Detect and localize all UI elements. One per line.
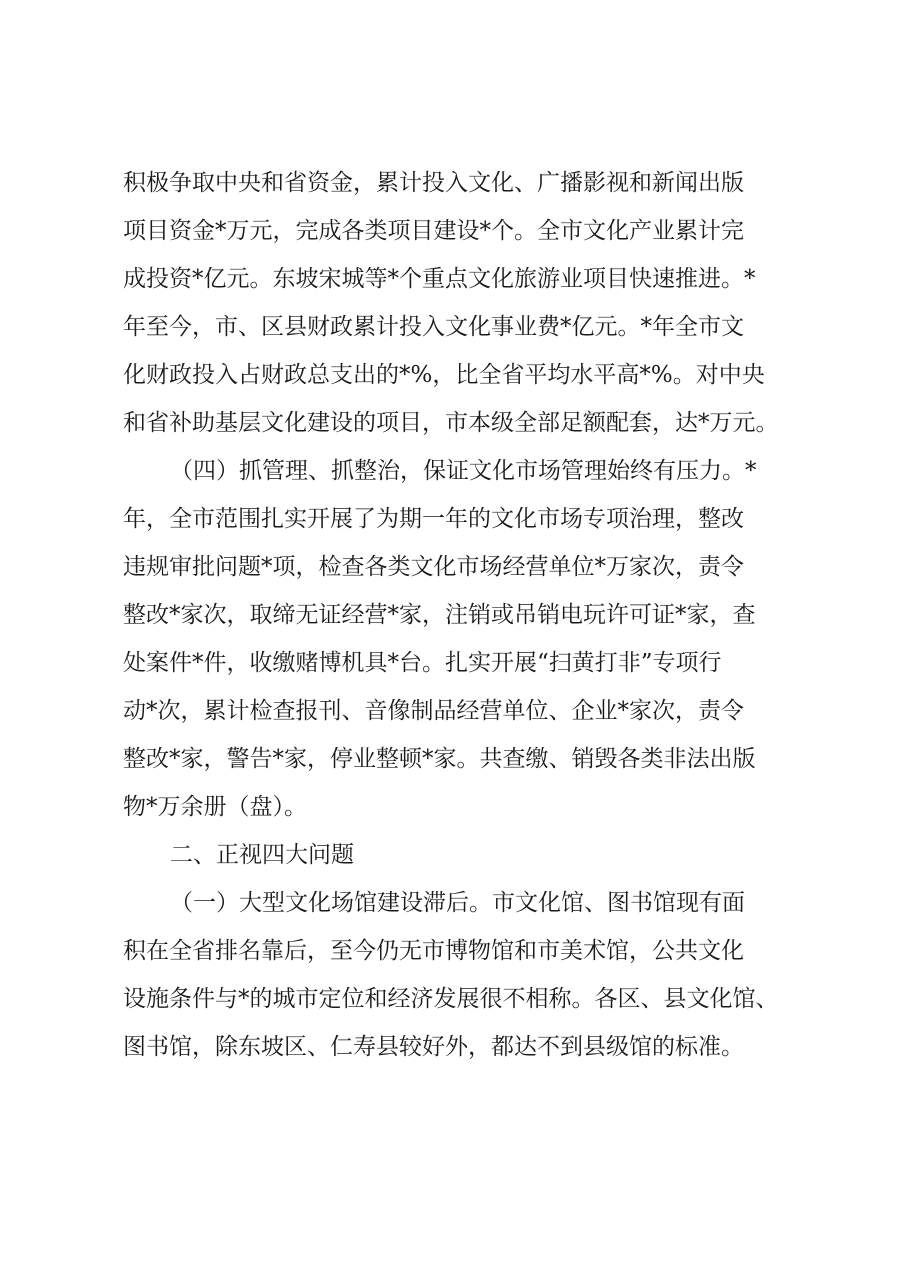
- text-line: 成投资*亿元。东坡宋城等*个重点文化旅游业项目快速推进。*: [123, 266, 756, 292]
- text-line: 动*次，累计检查报刊、音像制品经营单位、企业*家次，责令: [123, 698, 744, 724]
- paragraph-heading-line: （一）大型文化场馆建设滞后。市文化馆、图书馆现有面: [170, 890, 745, 916]
- text-line: 物*万余册（盘）。: [123, 794, 307, 820]
- text-line: 违规审批问题*项，检查各类文化市场经营单位*万家次，责令: [123, 554, 744, 580]
- text-line: 整改*家次，取缔无证经营*家，注销或吊销电玩许可证*家，查: [123, 602, 756, 628]
- text-line: 化财政投入占财政总支出的*%，比全省平均水平高*%。对中央: [123, 362, 765, 388]
- text-line: 年至今，市、区县财政累计投入文化事业费*亿元。*年全市文: [123, 314, 744, 340]
- text-line: 整改*家，警告*家，停业整顿*家。共查缴、销毁各类非法出版: [123, 746, 756, 772]
- text-line: 项目资金*万元，完成各类项目建设*个。全市文化产业累计完: [123, 218, 744, 244]
- text-line: 图书馆，除东坡区、仁寿县较好外，都达不到县级馆的标准。: [123, 1034, 744, 1060]
- text-line: 积极争取中央和省资金，累计投入文化、广播影视和新闻出版: [123, 170, 744, 196]
- text-line: 设施条件与*的城市定位和经济发展很不相称。各区、县文化馆、: [123, 986, 779, 1012]
- text-line: 积在全省排名靠后，至今仍无市博物馆和市美术馆，公共文化: [123, 938, 744, 964]
- text-line: 年，全市范围扎实开展了为期一年的文化市场专项治理，整改: [123, 506, 744, 532]
- text-line: 处案件*件，收缴赌博机具*台。扎实开展“扫黄打非”专项行: [123, 650, 722, 676]
- section-heading: 二、正视四大问题: [170, 842, 354, 868]
- paragraph-heading-line: （四）抓管理、抓整治，保证文化市场管理始终有压力。*: [170, 458, 757, 484]
- text-line: 和省补助基层文化建设的项目，市本级全部足额配套，达*万元。: [123, 410, 779, 436]
